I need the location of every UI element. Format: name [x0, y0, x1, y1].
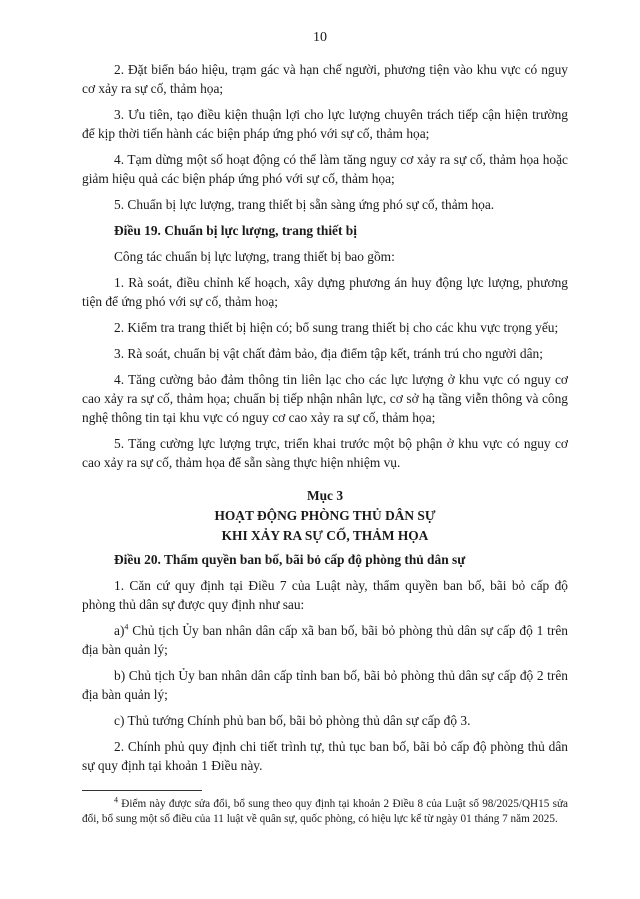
paragraph: 5. Tăng cường lực lượng trực, triển khai trước một bộ phận ở khu vực có nguy cơ cao xảy ra sự cố, thảm họa để sẵn sàng thực hiện nhiệm vụ. [82, 436, 568, 470]
footnote-text: Điểm này được sửa đổi, bổ sung theo quy định tại khoản 2 Điều 8 của Luật số 98/2025/QH15 sửa đổi, bổ sung một số điều của 11 luật về quân sự, quốc phòng, có hiệu lực kể từ ngày 01 tháng 7 năm 2025. [82, 798, 568, 825]
paragraph-a [82, 621, 568, 659]
section-heading [82, 486, 568, 546]
paragraph: 4. Tạm dừng một số hoạt động có thể làm tăng nguy cơ xảy ra sự cố, thảm họa hoặc giảm hiệu quả các biện pháp ứng phó với sự cố, thảm họa; [82, 152, 568, 186]
paragraph: Công tác chuẩn bị lực lượng, trang thiết bị bao gồm: [114, 249, 395, 264]
section-title-line2: KHI XẢY RA SỰ CỐ, THẢM HỌA [221, 528, 429, 543]
section-title-line1: HOẠT ĐỘNG PHÒNG THỦ DÂN SỰ [214, 508, 436, 523]
paragraph: 1. Rà soát, điều chỉnh kế hoạch, xây dựng phương án huy động lực lượng, phương tiện để ứng phó với sự cố, thảm hoạ; [82, 275, 568, 309]
article-19-heading: Điều 19. Chuẩn bị lực lượng, trang thiết bị [114, 223, 357, 238]
paragraph: 4. Tăng cường bảo đảm thông tin liên lạc cho các lực lượng ở khu vực có nguy cơ cao xảy ra sự cố, thảm họa; chuẩn bị tiếp nhận nhân lực, cơ sở hạ tầng viễn thông và công nghệ thông tin tại khu vực có nguy cơ cao xảy ra sự cố, thảm họa; [82, 372, 568, 425]
footnote-ref[interactable]: 4 [124, 622, 129, 632]
paragraph: 3. Ưu tiên, tạo điều kiện thuận lợi cho lực lượng chuyên trách tiếp cận hiện trường để kịp thời tiến hành các biện pháp ứng phó với sự cố, thảm họa; [82, 107, 568, 141]
paragraph: 2. Đặt biển báo hiệu, trạm gác và hạn chế người, phương tiện vào khu vực có nguy cơ xảy ra sự cố, thảm họa; [82, 62, 568, 96]
footnote-number: 4 [114, 795, 118, 805]
paragraph-c: c) Thủ tướng Chính phủ ban bố, bãi bỏ phòng thủ dân sự cấp độ 3. [114, 713, 471, 728]
point-text: Chủ tịch Ủy ban nhân dân cấp xã ban bố, bãi bỏ phòng thủ dân sự cấp độ 1 trên địa bàn quản lý; [82, 623, 568, 657]
paragraph: 3. Rà soát, chuẩn bị vật chất đảm bảo, địa điểm tập kết, tránh trú cho người dân; [114, 346, 543, 361]
article-20-heading: Điều 20. Thẩm quyền ban bố, bãi bỏ cấp độ phòng thủ dân sự [114, 552, 466, 567]
paragraph: 2. Kiểm tra trang thiết bị hiện có; bổ sung trang thiết bị cho các khu vực trọng yếu; [114, 320, 559, 335]
paragraph: 2. Chính phủ quy định chi tiết trình tự, thủ tục ban bố, bãi bỏ cấp độ phòng thủ dân sự quy định tại khoản 1 Điều này. [82, 739, 568, 773]
point-label: a) [114, 623, 125, 638]
document-body [82, 60, 568, 782]
footnote [82, 797, 568, 827]
paragraph-b: b) Chủ tịch Ủy ban nhân dân cấp tỉnh ban bố, bãi bỏ phòng thủ dân sự cấp độ 2 trên địa bàn quản lý; [82, 668, 568, 702]
paragraph: 5. Chuẩn bị lực lượng, trang thiết bị sẵn sàng ứng phó sự cố, thảm họa. [114, 197, 495, 212]
footnote-divider [82, 790, 202, 791]
page-number: 10 [313, 30, 327, 45]
paragraph: 1. Căn cứ quy định tại Điều 7 của Luật này, thẩm quyền ban bố, bãi bỏ cấp độ phòng thủ dân sự được quy định như sau: [82, 578, 568, 612]
section-label: Mục 3 [306, 488, 344, 503]
